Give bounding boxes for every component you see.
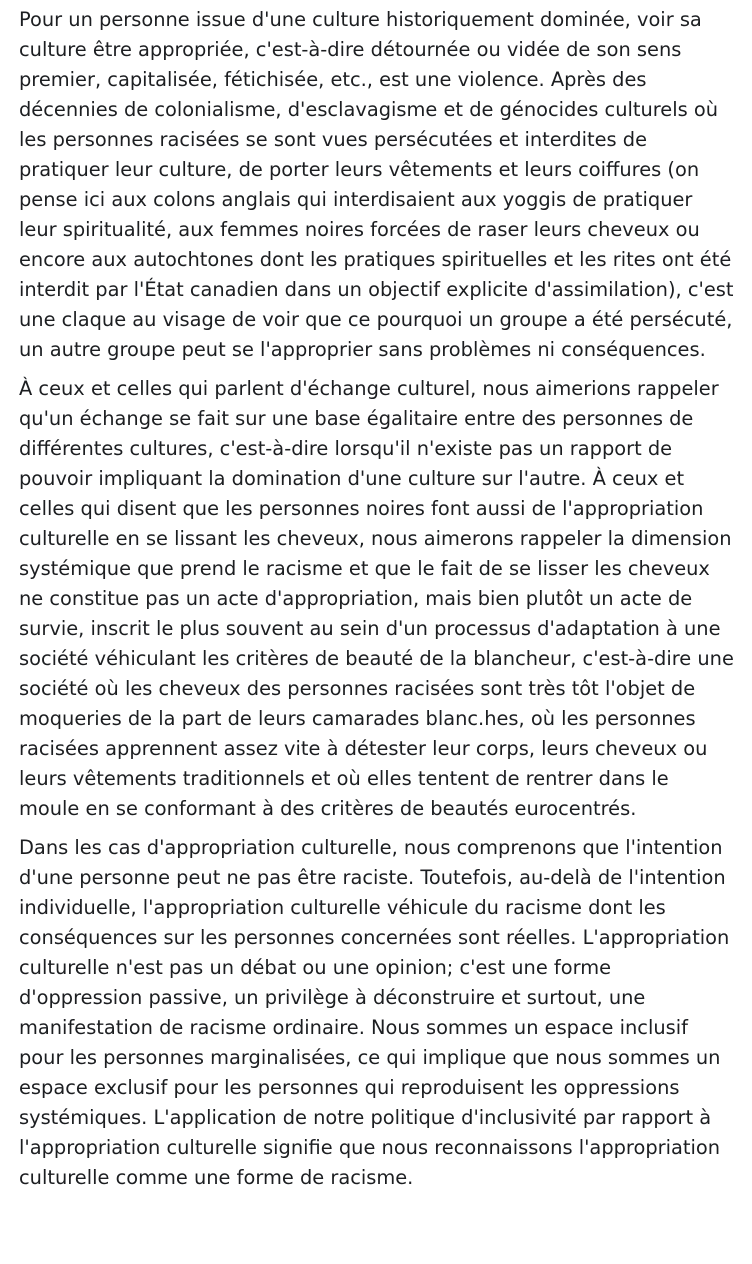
- post-paragraph-2: À ceux et celles qui parlent d'échange culturel, nous aimerions rappeler qu'un échange se fait sur une base égalitaire entre des personnes de différentes cultures, c'est-à-dire lorsqu'il n'existe pas un rapport de pouvoir impliquant la domination d'une culture sur l'autre. À ceux et celles qui disent que les personnes noires font aussi de l'appropriation culturelle en se lissant les cheveux, nous aimerons rappeler la dimension systémique que prend le racisme et que le fait de se lisser les cheveux ne constitue pas un acte d'appropriation, mais bien plutôt un acte de survie, inscrit le plus souvent au sein d'un processus d'adaptation à une société véhiculant les critères de beauté de la blancheur, c'est-à-dire une société où les cheveux des personnes racisées sont très tôt l'objet de moqueries de la part de leurs camarades blanc.hes, où les personnes racisées apprennent assez vite à détester leur corps, leurs cheveux ou leurs vêtements traditionnels et où elles tentent de rentrer dans le moule en se conformant à des critères de beautés eurocentrés.: [19, 377, 734, 820]
- post-paragraph-1: Pour un personne issue d'une culture historiquement dominée, voir sa culture être appropriée, c'est-à-dire détournée ou vidée de son sens premier, capitalisée, fétichisée, etc., est une violence. Après des décennies de colonialisme, d'esclavagisme et de génocides culturels où les personnes racisées se sont vues persécutées et interdites de pratiquer leur culture, de porter leurs vêtements et leurs coiffures (on pense ici aux colons anglais qui interdisaient aux yoggis de pratiquer leur spiritualité, aux femmes noires forcées de raser leurs cheveux ou encore aux autochtones dont les pratiques spirituelles et les rites ont été interdit par l'État canadien dans un objectif explicite d'assimilation), c'est une claque au visage de voir que ce pourquoi un groupe a été persécuté, un autre groupe peut se l'approprier sans problèmes ni conséquences.: [19, 8, 734, 361]
- post-paragraph-3: Dans les cas d'appropriation culturelle, nous comprenons que l'intention d'une personne peut ne pas être raciste. Toutefois, au-delà de l'intention individuelle, l'appropriation culturelle véhicule du racisme dont les conséquences sur les personnes concernées sont réelles. L'appropriation culturelle n'est pas un débat ou une opinion; c'est une forme d'oppression passive, un privilège à déconstruire et surtout, une manifestation de racisme ordinaire. Nous sommes un espace inclusif pour les personnes marginalisées, ce qui implique que nous sommes un espace exclusif pour les personnes qui reproduisent les oppressions systémiques. L'application de notre politique d'inclusivité par rapport à l'appropriation culturelle signifie que nous reconnaissons l'appropriation culturelle comme une forme de racisme.: [19, 836, 730, 1189]
- post-body: [19, 5, 735, 1202]
